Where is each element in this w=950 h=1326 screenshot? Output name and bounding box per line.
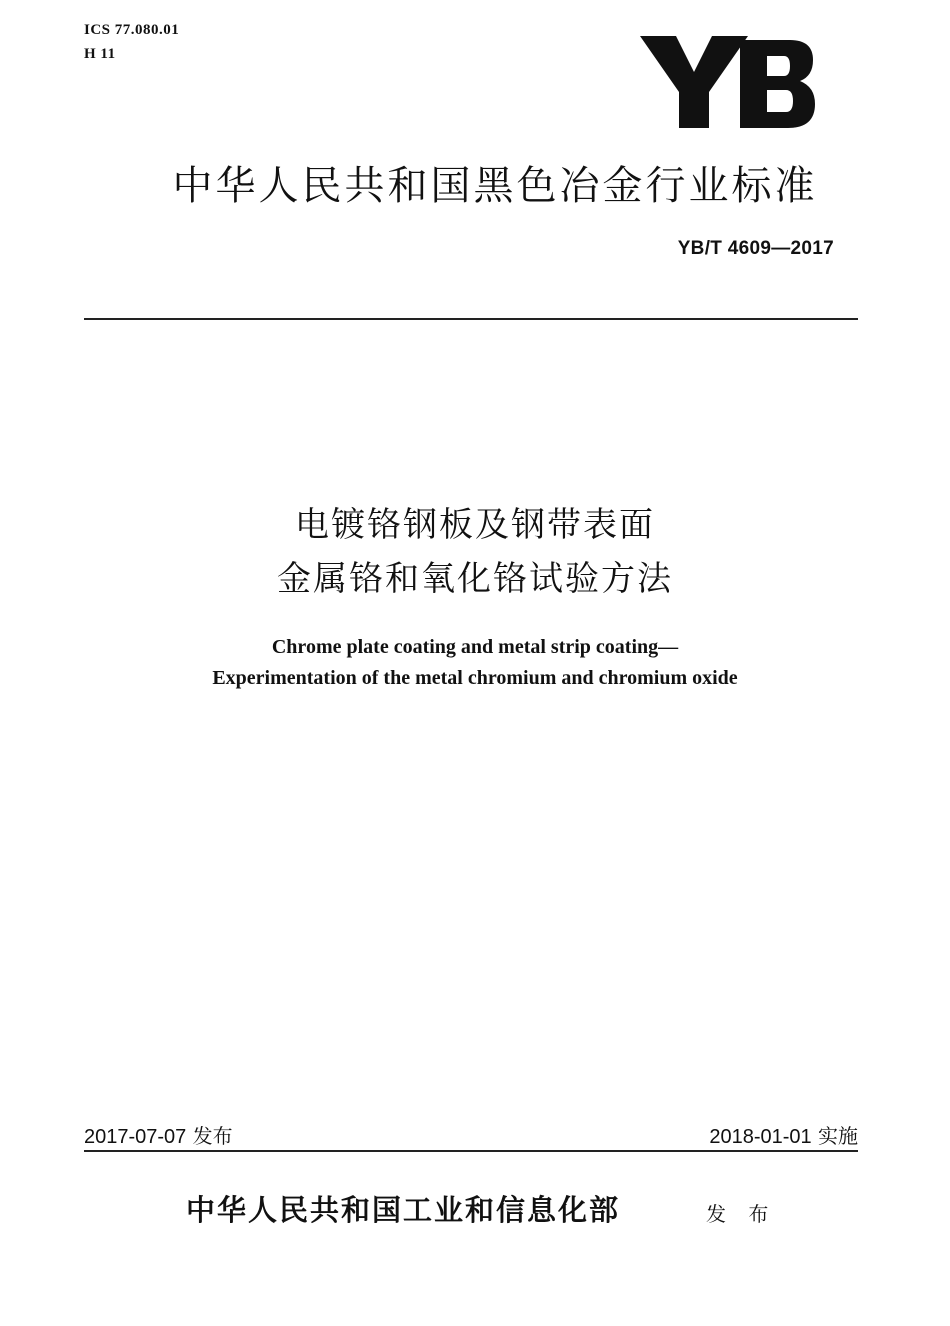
english-title-line-2: Experimentation of the metal chromium and chromium oxide [212, 667, 738, 689]
ccs-code: H 11 [84, 46, 116, 62]
top-divider [84, 318, 858, 320]
implement-date [709, 1120, 858, 1149]
implement-date-value: 2018-01-01 [709, 1126, 812, 1148]
issue-date [84, 1120, 233, 1149]
chinese-title-line-1: 电镀铬钢板及钢带表面 [295, 505, 655, 545]
issue-date-value: 2017-07-07 [84, 1126, 187, 1148]
english-title [0, 632, 950, 694]
issue-date-label: 发布 [192, 1124, 233, 1148]
date-row [84, 1120, 858, 1150]
category-title: 中华人民共和国黑色冶金行业标准 [172, 163, 818, 209]
chinese-title [0, 498, 950, 606]
ics-code: ICS 77.080.01 [84, 22, 180, 38]
publisher-action: 发 布 [706, 1202, 777, 1226]
english-title-line-1: Chrome plate coating and metal strip coating— [271, 636, 679, 658]
chinese-title-line-2: 金属铬和氧化铬试验方法 [277, 559, 673, 599]
bottom-divider [84, 1150, 858, 1152]
yb-logo [640, 36, 815, 132]
implement-date-label: 实施 [818, 1124, 858, 1148]
classification-codes [84, 18, 179, 66]
standard-number: YB/T 4609—2017 [677, 238, 834, 259]
publisher-name: 中华人民共和国工业和信息化部 [186, 1193, 621, 1227]
